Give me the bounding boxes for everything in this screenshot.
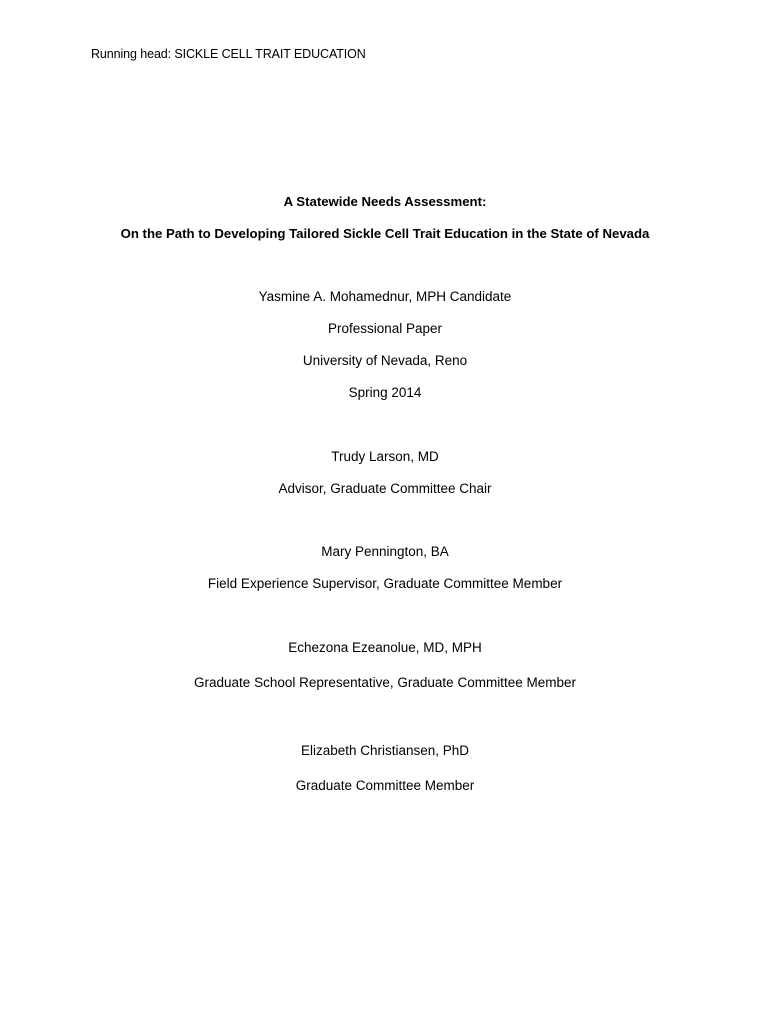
committee-member-name: Elizabeth Christiansen, PhD: [300, 743, 470, 758]
committee-member-role: Graduate Committee Member: [295, 778, 475, 793]
committee-member-role: Field Experience Supervisor, Graduate Committee Member: [207, 576, 563, 591]
document-title: A Statewide Needs Assessment:: [283, 194, 487, 209]
term: Spring 2014: [348, 385, 422, 400]
document-subtitle: On the Path to Developing Tailored Sickle Cell Trait Education in the State of Nevada: [120, 226, 650, 241]
running-head: Running head: SICKLE CELL TRAIT EDUCATION: [91, 47, 366, 61]
paper-type: Professional Paper: [327, 321, 443, 336]
committee-member-name: Mary Pennington, BA: [321, 544, 449, 559]
institution: University of Nevada, Reno: [302, 353, 468, 368]
committee-member-role: Graduate School Representative, Graduate Committee Member: [194, 675, 576, 690]
committee-member-role: Advisor, Graduate Committee Chair: [278, 481, 492, 496]
committee-member-name: Echezona Ezeanolue, MD, MPH: [288, 640, 482, 655]
author-name: Yasmine A. Mohamednur, MPH Candidate: [258, 289, 512, 304]
committee-member-name: Trudy Larson, MD: [331, 449, 439, 464]
